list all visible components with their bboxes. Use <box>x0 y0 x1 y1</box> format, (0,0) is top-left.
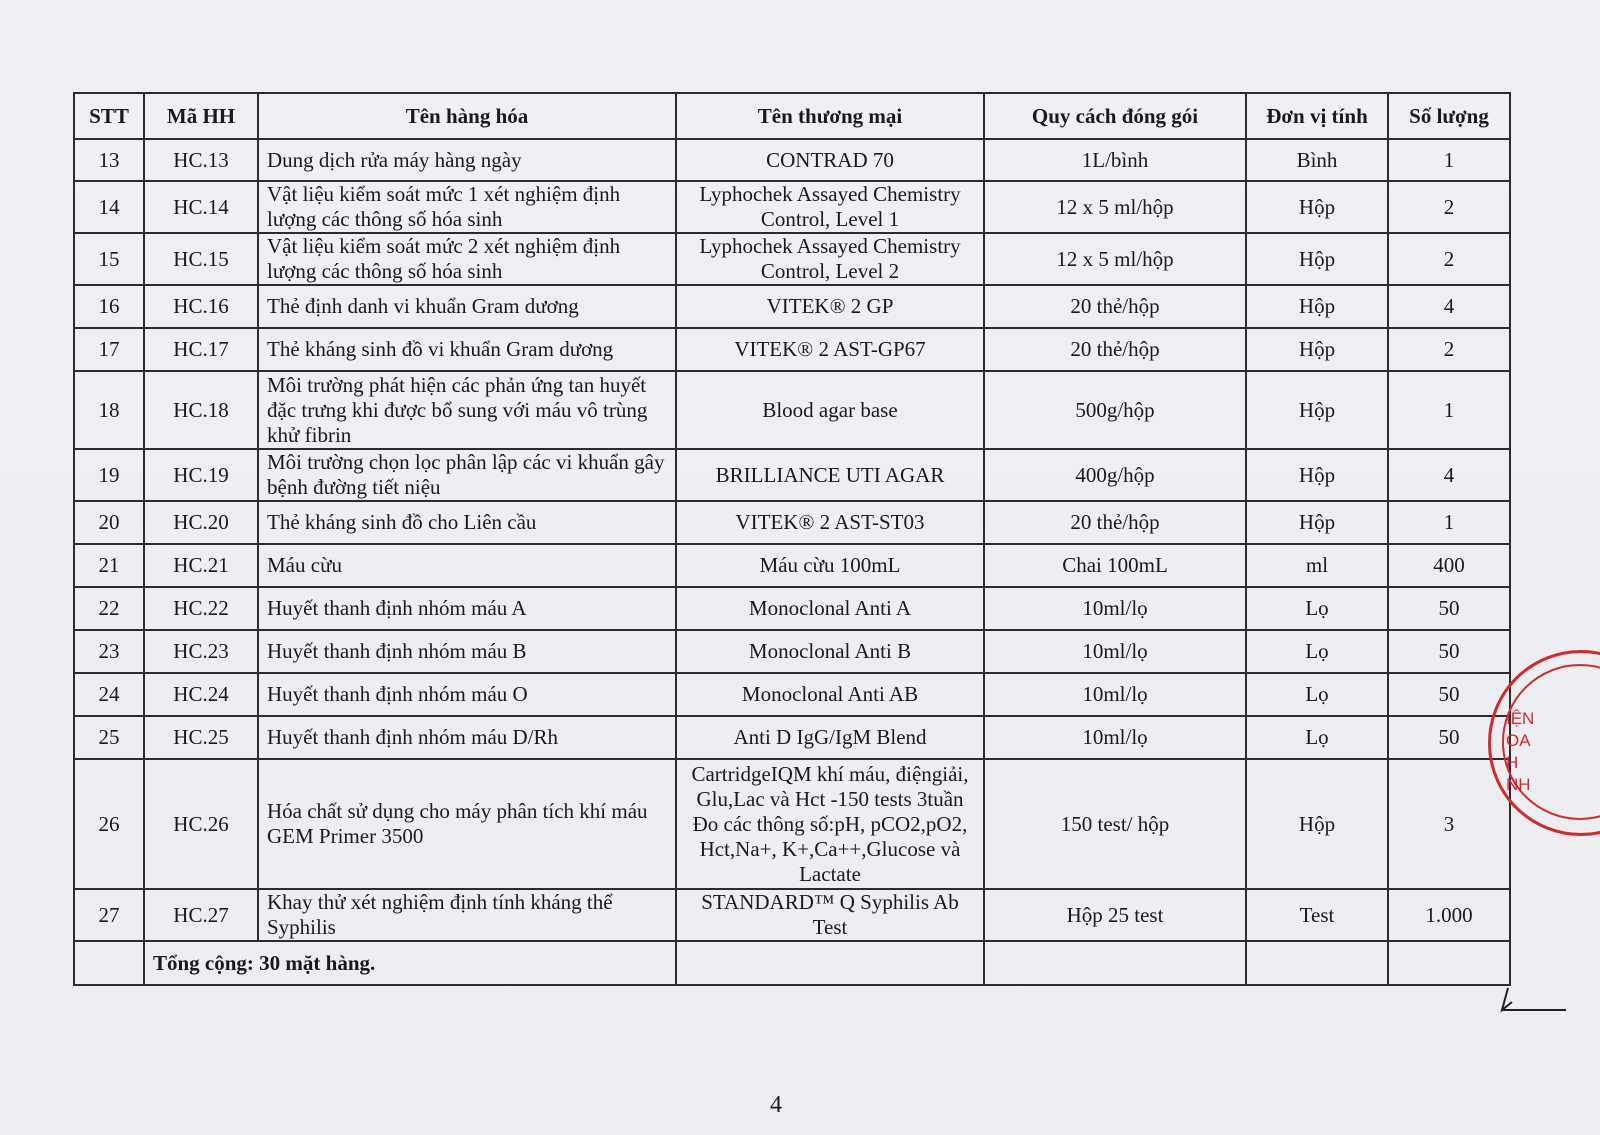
cell-packaging: Hộp 25 test <box>984 889 1246 941</box>
header-unit: Đơn vị tính <box>1246 93 1388 139</box>
total-row <box>74 941 1510 985</box>
cell-name: Dung dịch rửa máy hàng ngày <box>258 139 676 181</box>
cell-unit: Hộp <box>1246 449 1388 501</box>
cell-unit: Test <box>1246 889 1388 941</box>
table-header-row <box>74 93 1510 139</box>
cell-trade-name: VITEK® 2 AST-ST03 <box>676 501 984 544</box>
cell-unit: Lọ <box>1246 630 1388 673</box>
goods-table <box>73 92 1511 986</box>
cell-quantity: 1 <box>1388 501 1510 544</box>
table-row <box>74 371 1510 449</box>
cell-packaging: 20 thẻ/hộp <box>984 501 1246 544</box>
cell-stt: 26 <box>74 759 144 889</box>
stamp-text-line: H <box>1506 753 1519 772</box>
cell-stt: 23 <box>74 630 144 673</box>
table-row <box>74 501 1510 544</box>
cell-stt: 21 <box>74 544 144 587</box>
table-row <box>74 449 1510 501</box>
cell-trade-name: Monoclonal Anti B <box>676 630 984 673</box>
table-row <box>74 673 1510 716</box>
cell-trade-name: Monoclonal Anti A <box>676 587 984 630</box>
stamp-text-line: NH <box>1506 775 1531 794</box>
cell-code: HC.22 <box>144 587 258 630</box>
cell-empty <box>984 941 1246 985</box>
cell-name: Thẻ định danh vi khuẩn Gram dương <box>258 285 676 328</box>
cell-stt: 15 <box>74 233 144 285</box>
cell-packaging: 20 thẻ/hộp <box>984 328 1246 371</box>
cell-code: HC.14 <box>144 181 258 233</box>
cell-code: HC.17 <box>144 328 258 371</box>
cell-empty <box>74 941 144 985</box>
cell-quantity: 1.000 <box>1388 889 1510 941</box>
cell-unit: Hộp <box>1246 285 1388 328</box>
cell-code: HC.24 <box>144 673 258 716</box>
cell-trade-name: Blood agar base <box>676 371 984 449</box>
cell-stt: 25 <box>74 716 144 759</box>
cell-code: HC.18 <box>144 371 258 449</box>
cell-quantity: 50 <box>1388 716 1510 759</box>
cell-name: Máu cừu <box>258 544 676 587</box>
table-row <box>74 630 1510 673</box>
cell-trade-name: Máu cừu 100mL <box>676 544 984 587</box>
cell-name: Huyết thanh định nhóm máu A <box>258 587 676 630</box>
cell-stt: 16 <box>74 285 144 328</box>
cell-stt: 24 <box>74 673 144 716</box>
cell-trade-name: Monoclonal Anti AB <box>676 673 984 716</box>
cell-name: Môi trường chọn lọc phân lập các vi khuẩn gây bệnh đường tiết niệu <box>258 449 676 501</box>
cell-quantity: 2 <box>1388 328 1510 371</box>
cell-quantity: 2 <box>1388 181 1510 233</box>
cell-stt: 19 <box>74 449 144 501</box>
cell-trade-name: CartridgeIQM khí máu, điệngiải, Glu,Lac và Hct -150 tests 3tuần Đo các thông số:pH, pCO2,pO2, Hct,Na+, K+,Ca++,Glucose và Lactate <box>676 759 984 889</box>
table-row <box>74 328 1510 371</box>
cell-unit: Lọ <box>1246 673 1388 716</box>
cell-packaging: 12 x 5 ml/hộp <box>984 181 1246 233</box>
table-row <box>74 716 1510 759</box>
cell-packaging: 10ml/lọ <box>984 673 1246 716</box>
cell-name: Khay thử xét nghiệm định tính kháng thể Syphilis <box>258 889 676 941</box>
total-label: Tổng cộng: 30 mặt hàng. <box>144 941 676 985</box>
cell-name: Thẻ kháng sinh đồ vi khuẩn Gram dương <box>258 328 676 371</box>
cell-unit: Bình <box>1246 139 1388 181</box>
table-row <box>74 759 1510 889</box>
cell-code: HC.16 <box>144 285 258 328</box>
header-name: Tên hàng hóa <box>258 93 676 139</box>
table-row <box>74 889 1510 941</box>
table-row <box>74 181 1510 233</box>
cell-unit: Hộp <box>1246 759 1388 889</box>
header-trade-name: Tên thương mại <box>676 93 984 139</box>
cell-trade-name: CONTRAD 70 <box>676 139 984 181</box>
table-row <box>74 233 1510 285</box>
cell-packaging: 1L/bình <box>984 139 1246 181</box>
official-stamp <box>1488 650 1600 850</box>
cell-quantity: 4 <box>1388 285 1510 328</box>
cell-quantity: 50 <box>1388 673 1510 716</box>
table-row <box>74 285 1510 328</box>
cell-unit: Hộp <box>1246 371 1388 449</box>
cell-packaging: 150 test/ hộp <box>984 759 1246 889</box>
cell-trade-name: VITEK® 2 AST-GP67 <box>676 328 984 371</box>
cell-code: HC.15 <box>144 233 258 285</box>
stamp-text-line: IỆN <box>1506 709 1535 728</box>
cell-stt: 20 <box>74 501 144 544</box>
cell-code: HC.20 <box>144 501 258 544</box>
cell-packaging: 400g/hộp <box>984 449 1246 501</box>
cell-unit: Hộp <box>1246 233 1388 285</box>
cell-quantity: 3 <box>1388 759 1510 889</box>
cell-name: Huyết thanh định nhóm máu O <box>258 673 676 716</box>
signature-mark <box>1498 980 1568 1020</box>
cell-name: Huyết thanh định nhóm máu D/Rh <box>258 716 676 759</box>
header-quantity: Số lượng <box>1388 93 1510 139</box>
cell-unit: Hộp <box>1246 181 1388 233</box>
cell-packaging: Chai 100mL <box>984 544 1246 587</box>
cell-empty <box>1246 941 1388 985</box>
cell-stt: 17 <box>74 328 144 371</box>
cell-code: HC.25 <box>144 716 258 759</box>
cell-empty <box>1388 941 1510 985</box>
cell-empty <box>676 941 984 985</box>
cell-name: Vật liệu kiểm soát mức 1 xét nghiệm định lượng các thông số hóa sinh <box>258 181 676 233</box>
cell-trade-name: VITEK® 2 GP <box>676 285 984 328</box>
stamp-text-line: OA <box>1506 731 1531 750</box>
cell-quantity: 50 <box>1388 630 1510 673</box>
cell-packaging: 500g/hộp <box>984 371 1246 449</box>
table-row <box>74 139 1510 181</box>
cell-quantity: 2 <box>1388 233 1510 285</box>
cell-trade-name: BRILLIANCE UTI AGAR <box>676 449 984 501</box>
cell-quantity: 400 <box>1388 544 1510 587</box>
cell-code: HC.21 <box>144 544 258 587</box>
cell-trade-name: Lyphochek Assayed Chemistry Control, Level 2 <box>676 233 984 285</box>
cell-code: HC.23 <box>144 630 258 673</box>
cell-unit: ml <box>1246 544 1388 587</box>
cell-quantity: 50 <box>1388 587 1510 630</box>
cell-packaging: 12 x 5 ml/hộp <box>984 233 1246 285</box>
cell-packaging: 10ml/lọ <box>984 630 1246 673</box>
cell-stt: 13 <box>74 139 144 181</box>
cell-packaging: 10ml/lọ <box>984 716 1246 759</box>
cell-stt: 14 <box>74 181 144 233</box>
cell-unit: Lọ <box>1246 587 1388 630</box>
table-row <box>74 587 1510 630</box>
cell-name: Hóa chất sử dụng cho máy phân tích khí máu GEM Primer 3500 <box>258 759 676 889</box>
cell-trade-name: STANDARD™ Q Syphilis Ab Test <box>676 889 984 941</box>
table-row <box>74 544 1510 587</box>
cell-quantity: 1 <box>1388 139 1510 181</box>
header-stt: STT <box>74 93 144 139</box>
header-packaging: Quy cách đóng gói <box>984 93 1246 139</box>
cell-name: Vật liệu kiểm soát mức 2 xét nghiệm định lượng các thông số hóa sinh <box>258 233 676 285</box>
cell-stt: 18 <box>74 371 144 449</box>
stamp-text <box>1506 708 1534 796</box>
page-number: 4 <box>770 1092 782 1118</box>
cell-trade-name: Anti D IgG/IgM Blend <box>676 716 984 759</box>
cell-trade-name: Lyphochek Assayed Chemistry Control, Level 1 <box>676 181 984 233</box>
cell-name: Thẻ kháng sinh đồ cho Liên cầu <box>258 501 676 544</box>
cell-stt: 22 <box>74 587 144 630</box>
cell-code: HC.27 <box>144 889 258 941</box>
cell-packaging: 20 thẻ/hộp <box>984 285 1246 328</box>
cell-quantity: 1 <box>1388 371 1510 449</box>
cell-stt: 27 <box>74 889 144 941</box>
cell-code: HC.19 <box>144 449 258 501</box>
header-code: Mã HH <box>144 93 258 139</box>
cell-unit: Lọ <box>1246 716 1388 759</box>
cell-unit: Hộp <box>1246 328 1388 371</box>
cell-quantity: 4 <box>1388 449 1510 501</box>
cell-name: Môi trường phát hiện các phản ứng tan huyết đặc trưng khi được bổ sung với máu vô trùng khử fibrin <box>258 371 676 449</box>
cell-code: HC.26 <box>144 759 258 889</box>
cell-packaging: 10ml/lọ <box>984 587 1246 630</box>
cell-name: Huyết thanh định nhóm máu B <box>258 630 676 673</box>
cell-unit: Hộp <box>1246 501 1388 544</box>
cell-code: HC.13 <box>144 139 258 181</box>
